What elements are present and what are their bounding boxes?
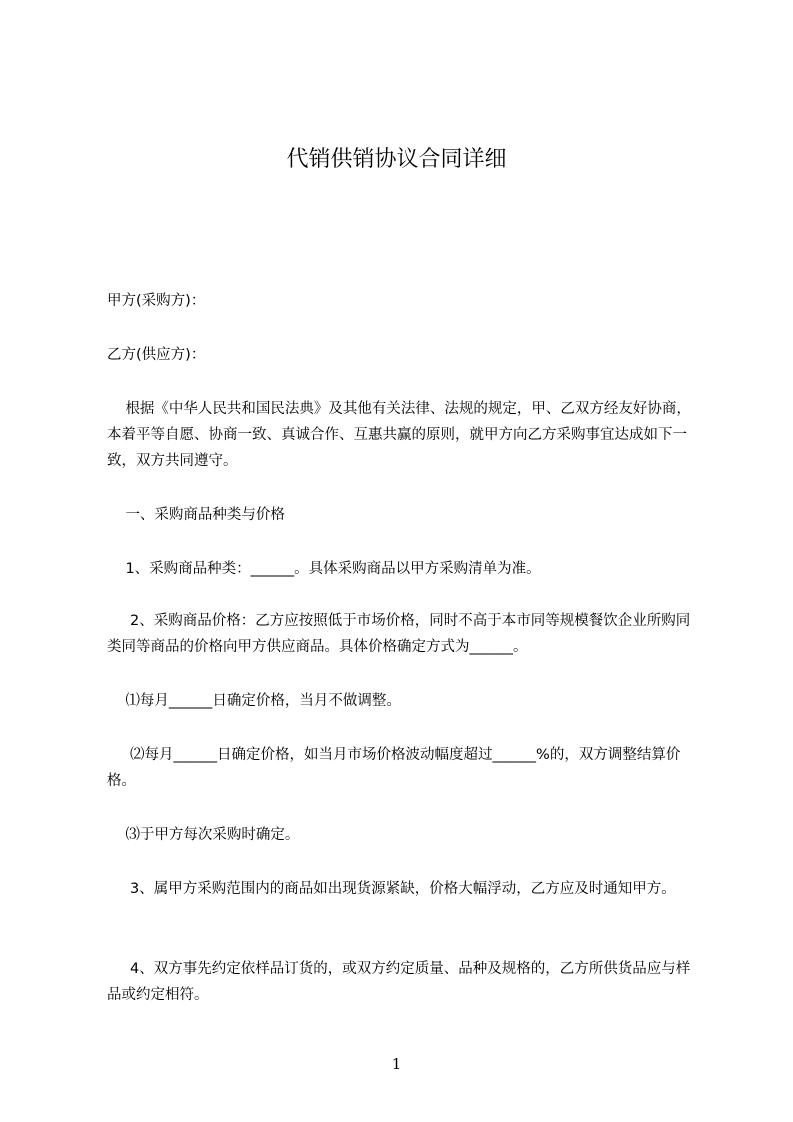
clause-2: 2、采购商品价格：乙方应按照低于市场价格，同时不高于本市同等规模餐饮企业所购同类同等商品的价格向甲方供应商品。具体价格确定方式为______。 [107, 613, 691, 655]
party-a-line: 甲方(采购方)： [107, 293, 206, 309]
party-b-line: 乙方(供应方)： [107, 347, 206, 363]
document-title: 代销供销协议合同详细 [286, 147, 507, 172]
clause-3: 3、属甲方采购范围内的商品如出现货源紧缺，价格大幅浮动，乙方应及时通知甲方。 [107, 881, 676, 897]
clause-4: 4、双方事先约定依样品订货的，或双方约定质量、品种及规格的，乙方所供货品应与样品或约定相符。 [107, 961, 691, 1003]
page-number: 1 [391, 1055, 402, 1073]
clause-2-option-2: ⑵每月______日确定价格，如当月市场价格波动幅度超过______%的，双方调整结算价格。 [107, 747, 681, 789]
section-heading-1: 一、采购商品种类与价格 [107, 507, 285, 523]
clause-2-option-3: ⑶于甲方每次采购时确定。 [107, 827, 300, 843]
clause-1: 1、采购商品种类：______。具体采购商品以甲方采购清单为准。 [107, 561, 541, 577]
preamble-paragraph: 根据《中华人民共和国民法典》及其他有关法律、法规的规定，甲、乙双方经友好协商，本着平等自愿、协商一致、真诚合作、互惠共赢的原则，就甲方向乙方采购事宜达成如下一致，双方共同遵守。 [107, 401, 691, 469]
clause-2-option-1: ⑴每月______日确定价格，当月不做调整。 [107, 693, 401, 709]
